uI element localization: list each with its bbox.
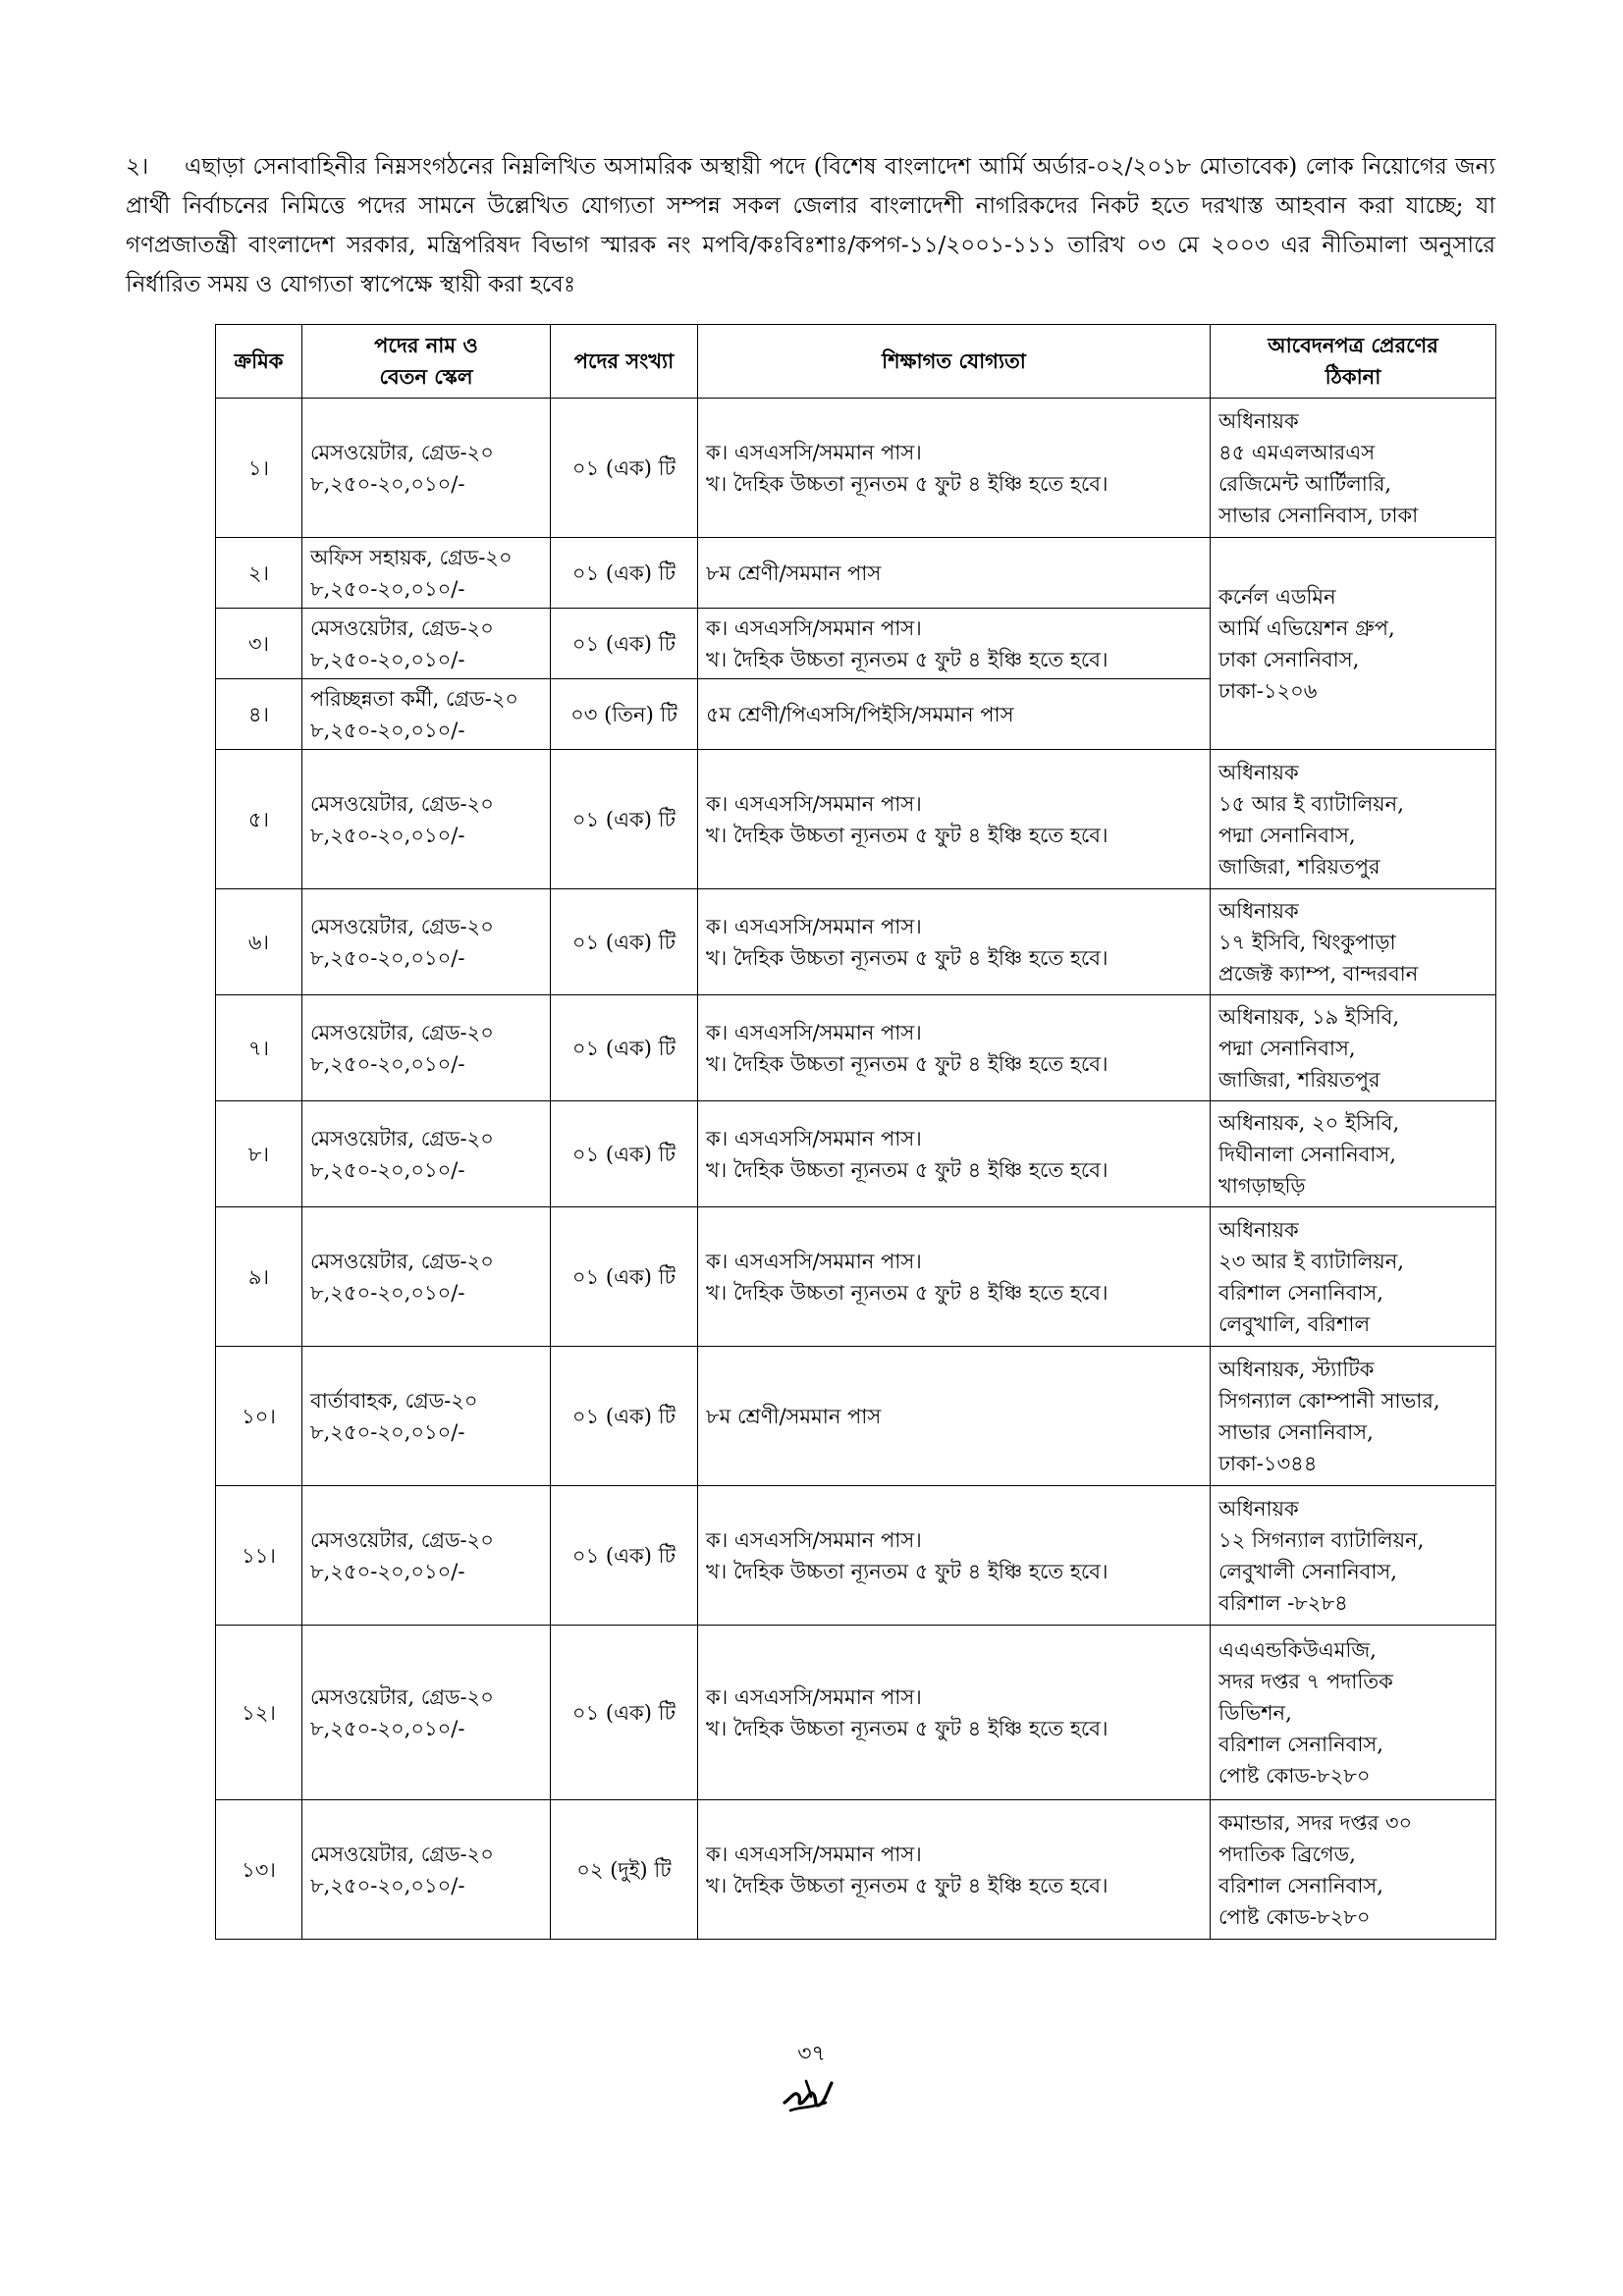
address-line: বরিশাল সেনানিবাস,	[1218, 1732, 1383, 1756]
pay-scale: ৮,২৫০-২০,০১০/-	[310, 1716, 465, 1740]
height-requirement-line: খ। দৈহিক উচ্চতা ন্যূনতম ৫ ফুট ৪ ইঞ্চি হতে হবে।	[706, 945, 1109, 970]
post-name: মেসওয়েটার, গ্রেড-২০	[310, 791, 494, 816]
qualification-cell	[698, 399, 1211, 538]
address-line: অধিনায়ক	[1218, 760, 1299, 784]
post-cell	[302, 1626, 551, 1800]
post-cell	[302, 1347, 551, 1486]
address-line: সদর দপ্তর ৭ পদাতিক	[1218, 1669, 1393, 1693]
header-serial: ক্রমিক	[216, 325, 302, 399]
serial-cell: ৮।	[216, 1101, 302, 1207]
post-count-cell: ০৩ (তিন) টি	[551, 679, 698, 750]
address-line: খাগড়াছড়ি	[1218, 1173, 1306, 1198]
address-line: সিগন্যাল কোম্পানী সাভার,	[1218, 1388, 1440, 1413]
post-name: মেসওয়েটার, গ্রেড-২০	[310, 1126, 494, 1150]
post-cell	[302, 679, 551, 750]
post-name: অফিস সহায়ক, গ্রেড-২০	[310, 545, 513, 569]
pay-scale: ৮,২৫০-২০,০১০/-	[310, 1280, 465, 1305]
serial-cell: ৯।	[216, 1207, 302, 1347]
table-row	[216, 1800, 1496, 1940]
serial-cell: ১০।	[216, 1347, 302, 1486]
address-line: ঢাকা-১৩৪৪	[1218, 1451, 1318, 1475]
address-cell	[1211, 1347, 1496, 1486]
post-count-cell: ০১ (এক) টি	[551, 1101, 698, 1207]
address-line: জাজিরা, শরিয়তপুর	[1218, 854, 1380, 879]
height-requirement-line: খ। দৈহিক উচ্চতা ন্যূনতম ৫ ফুট ৪ ইঞ্চি হতে হবে।	[706, 823, 1109, 847]
address-cell	[1211, 1800, 1496, 1940]
post-count-cell: ০১ (এক) টি	[551, 1347, 698, 1486]
post-cell	[302, 889, 551, 995]
table-row	[216, 889, 1496, 995]
address-line: সাভার সেনানিবাস,	[1218, 1419, 1374, 1444]
post-count-cell: ০১ (এক) টি	[551, 1207, 698, 1347]
address-line: পোষ্ট কোড-৮২৮০	[1218, 1904, 1371, 1929]
qualification-line: ক। এসএসসি/সমমান পাস।	[706, 440, 922, 464]
signature-mark	[781, 2073, 839, 2118]
qualification-line: ক। এসএসসি/সমমান পাস।	[706, 1842, 922, 1866]
header-address-line1: আবেদনপত্র প্রেরণের	[1268, 333, 1438, 357]
table-row	[216, 750, 1496, 889]
pay-scale: ৮,২৫০-২০,০১০/-	[310, 718, 465, 742]
header-address	[1211, 325, 1496, 399]
address-line: ১৭ ইসিবি, থিংকুপাড়া	[1218, 930, 1396, 954]
address-line: কমান্ডার, সদর দপ্তর ৩০	[1218, 1810, 1413, 1835]
qualification-line: ক। এসএসসি/সমমান পাস।	[706, 1020, 922, 1044]
post-name: মেসওয়েটার, গ্রেড-২০	[310, 1527, 494, 1552]
post-name: বার্তাবাহক, গ্রেড-২০	[310, 1388, 478, 1413]
address-line: অধিনায়ক	[1218, 1217, 1299, 1242]
post-count-cell: ০১ (এক) টি	[551, 399, 698, 538]
address-line: আর্মি এভিয়েশন গ্রুপ,	[1218, 615, 1395, 640]
serial-cell: ৫।	[216, 750, 302, 889]
pay-scale: ৮,২৫০-২০,০১০/-	[310, 647, 465, 671]
table-header-row	[216, 325, 1496, 399]
address-cell	[1211, 1207, 1496, 1347]
pay-scale: ৮,২৫০-২০,০১০/-	[310, 823, 465, 847]
qualification-cell	[698, 1626, 1211, 1800]
qualification-line: ক। এসএসসি/সমমান পাস।	[706, 1684, 922, 1709]
pay-scale: ৮,২৫০-২০,০১০/-	[310, 1157, 465, 1182]
address-line: অধিনায়ক, ১৯ ইসিবি,	[1218, 1004, 1400, 1029]
table-row	[216, 1347, 1496, 1486]
table-row	[216, 399, 1496, 538]
address-line: সাভার সেনানিবাস, ঢাকা	[1218, 503, 1419, 527]
post-count-cell: ০১ (এক) টি	[551, 889, 698, 995]
address-cell	[1211, 750, 1496, 889]
address-line: ২৩ আর ই ব্যাটালিয়ন,	[1218, 1249, 1404, 1273]
post-cell	[302, 750, 551, 889]
table-body	[216, 399, 1496, 1940]
address-line: কর্নেল এডমিন	[1218, 584, 1336, 609]
table-row	[216, 1486, 1496, 1626]
serial-cell: ৬।	[216, 889, 302, 995]
address-cell	[1211, 995, 1496, 1101]
address-line: জাজিরা, শরিয়তপুর	[1218, 1067, 1380, 1092]
header-post	[302, 325, 551, 399]
address-line: বরিশাল সেনানিবাস,	[1218, 1873, 1383, 1897]
pay-scale: ৮,২৫০-২০,০১০/-	[310, 1419, 465, 1444]
qualification-cell	[698, 889, 1211, 995]
serial-cell: ১।	[216, 399, 302, 538]
height-requirement-line: খ। দৈহিক উচ্চতা ন্যূনতম ৫ ফুট ৪ ইঞ্চি হতে হবে।	[706, 471, 1109, 496]
post-cell	[302, 995, 551, 1101]
address-line: ঢাকা-১২০৬	[1218, 678, 1318, 703]
post-count-cell: ০১ (এক) টি	[551, 609, 698, 679]
address-line: অধিনায়ক	[1218, 1496, 1299, 1521]
qualification-cell	[698, 609, 1211, 679]
address-line: এএএন্ডকিউএমজি,	[1218, 1637, 1377, 1662]
post-cell	[302, 609, 551, 679]
post-name: মেসওয়েটার, গ্রেড-২০	[310, 1684, 494, 1709]
qualification-line: ক। এসএসসি/সমমান পাস।	[706, 1249, 922, 1273]
height-requirement-line: খ। দৈহিক উচ্চতা ন্যূনতম ৫ ফুট ৪ ইঞ্চি হতে হবে।	[706, 1157, 1109, 1182]
post-count-cell: ০১ (এক) টি	[551, 995, 698, 1101]
qualification-line: ক। এসএসসি/সমমান পাস।	[706, 914, 922, 938]
address-line: ১৫ আর ই ব্যাটালিয়ন,	[1218, 791, 1404, 816]
address-line: পদ্মা সেনানিবাস,	[1218, 823, 1356, 847]
post-name: মেসওয়েটার, গ্রেড-২০	[310, 1249, 494, 1273]
address-line: ঢাকা সেনানিবাস,	[1218, 647, 1360, 671]
serial-cell: ৩।	[216, 609, 302, 679]
qualification-line: ৫ম শ্রেণী/পিএসসি/পিইসি/সমমান পাস	[706, 702, 1014, 726]
pay-scale: ৮,২৫০-২০,০১০/-	[310, 1873, 465, 1897]
height-requirement-line: খ। দৈহিক উচ্চতা ন্যূনতম ৫ ফুট ৪ ইঞ্চি হতে হবে।	[706, 1559, 1109, 1583]
address-line: পদাতিক ব্রিগেড,	[1218, 1842, 1356, 1866]
serial-cell: ১৩।	[216, 1800, 302, 1940]
post-count-cell: ০১ (এক) টি	[551, 1626, 698, 1800]
serial-cell: ৭।	[216, 995, 302, 1101]
table-row	[216, 1207, 1496, 1347]
qualification-cell	[698, 1347, 1211, 1486]
qualification-cell	[698, 995, 1211, 1101]
address-line: রেজিমেন্ট আর্টিলারি,	[1218, 471, 1392, 496]
table-row	[216, 995, 1496, 1101]
qualification-line: ক। এসএসসি/সমমান পাস।	[706, 615, 922, 640]
address-cell	[1211, 399, 1496, 538]
pay-scale: ৮,২৫০-২০,০১০/-	[310, 1051, 465, 1076]
qualification-cell	[698, 1101, 1211, 1207]
qualification-cell	[698, 1207, 1211, 1347]
post-cell	[302, 399, 551, 538]
post-name: মেসওয়েটার, গ্রেড-২০	[310, 1842, 494, 1866]
height-requirement-line: খ। দৈহিক উচ্চতা ন্যূনতম ৫ ফুট ৪ ইঞ্চি হতে হবে।	[706, 1873, 1109, 1897]
address-cell	[1211, 1626, 1496, 1800]
address-cell	[1211, 889, 1496, 995]
table-row	[216, 538, 1496, 609]
address-line: দিঘীনালা সেনানিবাস,	[1218, 1142, 1396, 1166]
height-requirement-line: খ। দৈহিক উচ্চতা ন্যূনতম ৫ ফুট ৪ ইঞ্চি হতে হবে।	[706, 647, 1109, 671]
header-qualification: শিক্ষাগত যোগ্যতা	[698, 325, 1211, 399]
address-line: অধিনায়ক	[1218, 408, 1299, 433]
post-cell	[302, 1101, 551, 1207]
qualification-cell	[698, 538, 1211, 609]
serial-cell: ৪।	[216, 679, 302, 750]
post-cell	[302, 1207, 551, 1347]
post-count-cell: ০২ (দুই) টি	[551, 1800, 698, 1940]
qualification-line: ক। এসএসসি/সমমান পাস।	[706, 1126, 922, 1150]
address-line: প্রজেক্ট ক্যাম্প, বান্দরবান	[1218, 961, 1419, 986]
address-line: ৪৫ এমএলআরএস	[1218, 440, 1376, 464]
page-number: ৩৭	[797, 2042, 826, 2066]
post-cell	[302, 538, 551, 609]
intro-paragraph	[126, 147, 1495, 304]
serial-cell: ১২।	[216, 1626, 302, 1800]
qualification-cell	[698, 1800, 1211, 1940]
address-line: অধিনায়ক	[1218, 898, 1299, 923]
qualification-cell	[698, 679, 1211, 750]
post-count-cell: ০১ (এক) টি	[551, 538, 698, 609]
height-requirement-line: খ। দৈহিক উচ্চতা ন্যূনতম ৫ ফুট ৪ ইঞ্চি হতে হবে।	[706, 1280, 1109, 1305]
address-line: লেবুখালী সেনানিবাস,	[1218, 1559, 1397, 1583]
paragraph-number: ২।	[126, 154, 149, 180]
address-line: ডিভিশন,	[1218, 1700, 1292, 1725]
address-line: ১২ সিগন্যাল ব্যাটালিয়ন,	[1218, 1527, 1425, 1552]
table-row	[216, 1626, 1496, 1800]
post-name: মেসওয়েটার, গ্রেড-২০	[310, 1020, 494, 1044]
post-cell	[302, 1800, 551, 1940]
height-requirement-line: খ। দৈহিক উচ্চতা ন্যূনতম ৫ ফুট ৪ ইঞ্চি হতে হবে।	[706, 1716, 1109, 1740]
post-name: পরিচ্ছন্নতা কর্মী, গ্রেড-২০	[310, 686, 519, 711]
qualification-line: ক। এসএসসি/সমমান পাস।	[706, 1527, 922, 1552]
qualification-line: ৮ম শ্রেণী/সমমান পাস	[706, 1404, 882, 1428]
qualification-line: ক। এসএসসি/সমমান পাস।	[706, 791, 922, 816]
address-line: পদ্মা সেনানিবাস,	[1218, 1036, 1356, 1060]
header-count: পদের সংখ্যা	[551, 325, 698, 399]
address-line: পোষ্ট কোড-৮২৮০	[1218, 1763, 1371, 1788]
post-count-cell: ০১ (এক) টি	[551, 750, 698, 889]
post-name: মেসওয়েটার, গ্রেড-২০	[310, 914, 494, 938]
address-line: বরিশাল -৮২৮৪	[1218, 1590, 1348, 1615]
pay-scale: ৮,২৫০-২০,০১০/-	[310, 576, 465, 601]
pay-scale: ৮,২৫০-২০,০১০/-	[310, 471, 465, 496]
header-post-line1: পদের নাম ও	[374, 333, 478, 357]
post-name: মেসওয়েটার, গ্রেড-২০	[310, 440, 494, 464]
address-line: বরিশাল সেনানিবাস,	[1218, 1280, 1383, 1305]
pay-scale: ৮,২৫০-২০,০১০/-	[310, 945, 465, 970]
vacancy-table	[215, 324, 1496, 1940]
serial-cell: ১১।	[216, 1486, 302, 1626]
header-address-line2: ঠিকানা	[1325, 364, 1381, 389]
address-line: লেবুখালি, বরিশাল	[1218, 1311, 1371, 1336]
address-line: অধিনায়ক, ২০ ইসিবি,	[1218, 1110, 1400, 1135]
post-name: মেসওয়েটার, গ্রেড-২০	[310, 615, 494, 640]
qualification-cell	[698, 750, 1211, 889]
height-requirement-line: খ। দৈহিক উচ্চতা ন্যূনতম ৫ ফুট ৪ ইঞ্চি হতে হবে।	[706, 1051, 1109, 1076]
serial-cell: ২।	[216, 538, 302, 609]
header-post-line2: বেতন স্কেল	[379, 364, 473, 389]
paragraph-text: এছাড়া সেনাবাহিনীর নিম্নসংগঠনের নিম্নলিখিত অসামরিক অস্থায়ী পদে (বিশেষ বাংলাদেশ আর্মি অর্ডার-০২/২০১৮ মোতাবেক) লোক নিয়োগের জন্য প্রার্থী নির্বাচনের নিমিত্তে পদের সামনে উল্লেখিত যোগ্যতা সম্পন্ন সকল জেলার বাংলাদেশী নাগরিকদের নিকট হতে দরখাস্ত আহবান করা যাচ্ছে; যা গণপ্রজাতন্ত্রী বাংলাদেশ সরকার, মন্ত্রিপরিষদ বিভাগ স্মারক নং মপবি/কঃবিঃশাঃ/কপগ-১১/২০০১-১১১ তারিখ ০৩ মে ২০০৩ এর নীতিমালা অনুসারে নির্ধারিত সময় ও যোগ্যতা স্বাপেক্ষে স্থায়ী করা হবেঃ	[126, 154, 1495, 297]
address-cell	[1211, 1486, 1496, 1626]
qualification-line: ৮ম শ্রেণী/সমমান পাস	[706, 561, 882, 585]
address-line: অধিনায়ক, স্ট্যাটিক	[1218, 1357, 1375, 1381]
post-count-cell: ০১ (এক) টি	[551, 1486, 698, 1626]
pay-scale: ৮,২৫০-২০,০১০/-	[310, 1559, 465, 1583]
qualification-cell	[698, 1486, 1211, 1626]
address-cell	[1211, 1101, 1496, 1207]
address-cell	[1211, 538, 1496, 750]
table-row	[216, 1101, 1496, 1207]
post-cell	[302, 1486, 551, 1626]
